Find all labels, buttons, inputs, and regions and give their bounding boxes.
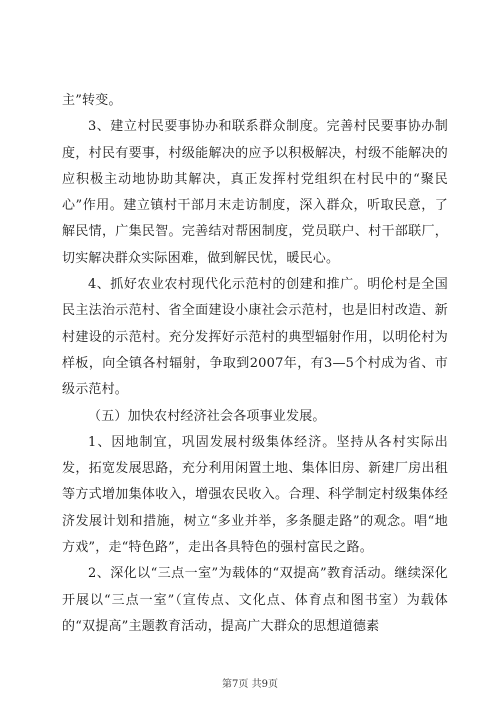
paragraph-continuation: 主”转变。	[62, 93, 122, 108]
paragraph-item-1: 1、因地制宜，巩固发展村级集体经济。坚持从各村实际出发，拓宽发展思路，充分利用闲置土地、集体旧房、新建厂房出租等方式增加集体收入，增强农民收入。合理、科学制定村级集体经济发展计划和措施，树立“多业并举，多条腿走路”的观念。唱“地方戏”，走“特色路”，走出各具特色的强村富民之路。	[62, 434, 448, 556]
document-body	[62, 88, 448, 640]
section-heading-5: （五）加快农村经济社会各项事业发展。	[88, 408, 326, 424]
paragraph-item-3: 3、建立村民要事协办和联系群众制度。完善村民要事协办制度，村民有要事，村级能解决的应予以积极解决，村级不能解决的应积极主动地协助其解决，真正发挥村党组织在村民中的“聚民心”作用。建立镇村干部月末走访制度，深入群众，听取民意，了解民情，广集民智。完善结对帮困制度，党员联户、村干部联厂，切实解决群众实际困难，做到解民忧，暖民心。	[62, 119, 448, 266]
paragraph-item-2: 2、深化以“三点一室”为载体的“双提高”教育活动。继续深化开展以“三点一室”（宣传点、文化点、体育点和图书室）为载体的“双提高”主题教育活动，提高广大群众的思想道德素	[62, 566, 448, 634]
page-footer: 第7页 共9页	[222, 679, 278, 690]
paragraph-item-4: 4、抓好农业农村现代化示范村的创建和推广。明伦村是全国民主法治示范村、省全面建设小康社会示范村，也是旧村改造、新村建设的示范村。充分发挥好示范村的典型辐射作用，以明伦村为样板，向全镇各村辐射，争取到2007年，有3—5个村成为省、市级示范村。	[62, 277, 448, 398]
